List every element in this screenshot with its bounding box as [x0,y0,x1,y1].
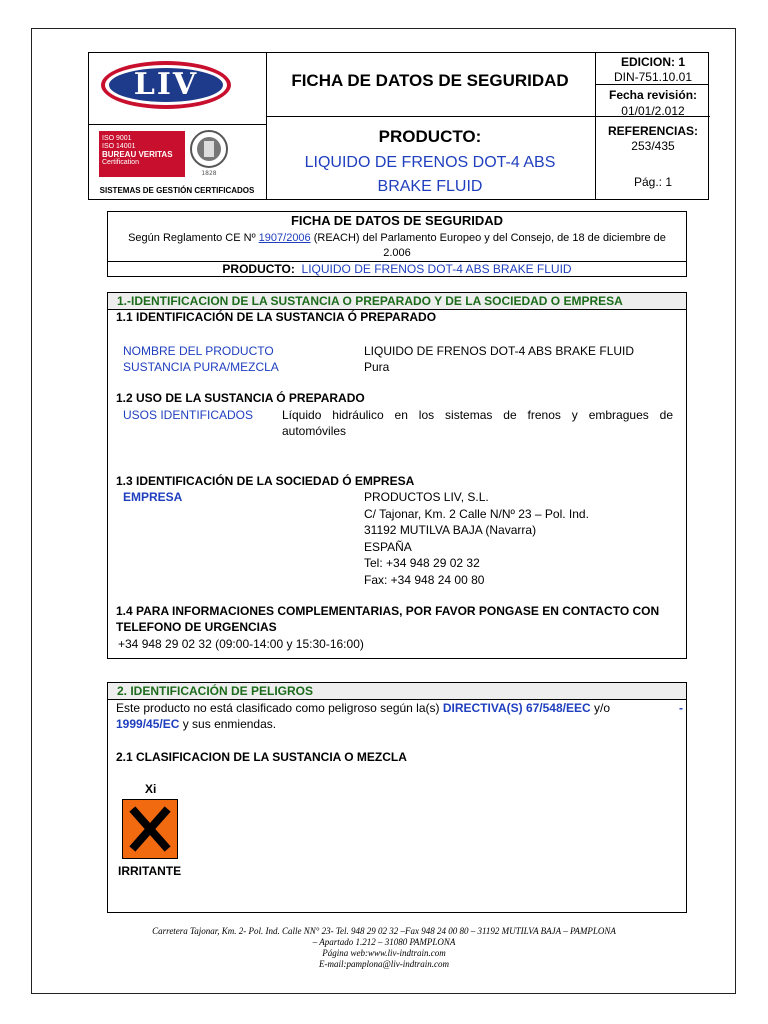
intro-box [107,211,687,277]
regulation-year: 2.006 [383,247,411,259]
intro-product: PRODUCTO: LIQUIDO DE FRENOS DOT-4 ABS BRAKE FLUID [222,262,572,276]
certs-caption: SISTEMAS DE GESTIÓN CERTIFICADOS [99,186,255,195]
hazard-symbol-label: IRRITANTE [118,864,182,878]
iso-cert-badge: ISO 9001 ISO 14001 BUREAU VERITAS Certification [99,131,185,177]
hazard-statement-line-2: 1999/45/EC y sus enmiendas. [116,717,277,731]
references-value: 253/435 [631,139,675,153]
footer-address: Carretera Tajonar, Km. 2- Pol. Ind. Calle NN° 23- Tel. 948 29 02 32 –Fax 948 24 00 80 – 31192 MUTILVA BAJA – PAMPLONA – Apartado 1.212 – 31080 PAMPLONA Página web:www.liv-indtrain.com E-mail:pamplona@liv-indtrain.com [152,926,616,969]
subsection-1-4-line-2: TELEFONO DE URGENCIAS [116,620,277,634]
irritant-cross-icon [122,799,178,859]
hazard-symbol-code: Xi [145,782,157,796]
subsection-1-2: 1.2 USO DE LA SUSTANCIA Ó PREPARADO [116,391,365,405]
regulation-line: Según Reglamento CE Nº 1907/2006 (REACH) del Parlamento Europeo y del Consejo, de 18 de diciembre de [128,232,666,244]
subsection-1-3: 1.3 IDENTIFICACIÓN DE LA SOCIEDAD Ó EMPRESA [116,474,415,488]
page-number: Pág.: 1 [633,175,673,189]
document-header [88,52,709,200]
revision-date: 01/01/2.012 [621,104,685,118]
emergency-phone: +34 948 29 02 32 (09:00-14:00 y 15:30-16:00) [118,637,364,651]
svg-text:1828: 1828 [201,170,217,177]
substance-value: Pura [364,360,390,374]
product-name-value: LIQUIDO DE FRENOS DOT-4 ABS BRAKE FLUID [364,344,635,358]
subsection-2-1: 2.1 CLASIFICACION DE LA SUSTANCIA O MEZCLA [116,750,407,764]
bureau-veritas-seal-icon [189,125,229,179]
header-title: FICHA DE DATOS DE SEGURIDAD [291,71,569,90]
header-product-name: LIQUIDO DE FRENOS DOT-4 ABS BRAKE FLUID [304,154,556,195]
section-1-title: 1.-IDENTIFICACION DE LA SUSTANCIA O PREPARADO Y DE LA SOCIEDAD O EMPRESA [108,293,686,310]
revision-label: Fecha revisión: [608,88,698,102]
substance-label: SUSTANCIA PURA/MEZCLA [123,360,279,374]
uses-label: USOS IDENTIFICADOS [123,408,254,422]
hazard-statement-line-1: Este producto no está clasificado como peligroso según la(s) DIRECTIVA(S) 67/548/EEC y/o - [116,701,683,715]
product-name-label: NOMBRE DEL PRODUCTO [123,344,274,358]
subsection-1-1: 1.1 IDENTIFICACIÓN DE LA SUSTANCIA Ó PREPARADO [116,310,437,324]
uses-line-2: automóviles [282,424,347,438]
subsection-1-4-line-1: 1.4 PARA INFORMACIONES COMPLEMENTARIAS, POR FAVOR PONGASE EN CONTACTO CON [116,604,660,618]
section-2-title: 2. IDENTIFICACIÓN DE PELIGROS [108,683,686,700]
company-address: PRODUCTOS LIV, S.L. C/ Tajonar, Km. 2 Calle N/Nº 23 – Pol. Ind. 31192 MUTILVA BAJA (Navarra) ESPAÑA Tel: +34 948 29 02 32 Fax: +34 948 24 00 80 [364,490,589,587]
header-product-label: PRODUCTO: [378,127,482,146]
din-code: DIN-751.10.01 [613,70,693,84]
liv-logo: LIV [101,61,231,109]
regulation-link[interactable]: 1907/2006 [258,232,311,244]
intro-title: FICHA DE DATOS DE SEGURIDAD [290,213,504,228]
edition: EDICION: 1 [620,55,685,69]
uses-line-1: Líquido hidráulico en los sistemas de frenos y embragues de [282,408,673,422]
references-label: REFERENCIAS: [607,124,698,138]
company-label: EMPRESA [123,490,183,504]
